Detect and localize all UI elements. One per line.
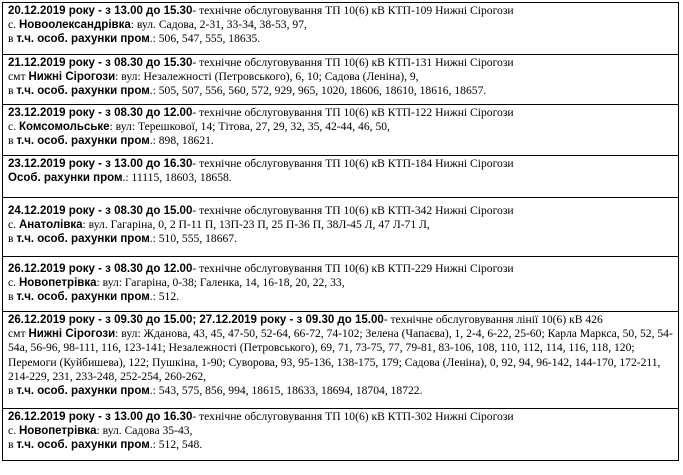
account-numbers: .: 11115, 18603, 18658. [122, 171, 232, 185]
place-name: Новоолександрівка [18, 19, 131, 32]
account-numbers: .: 505, 507, 556, 560, 572, 929, 965, 1020, 18606, 18610, 18616, 18657. [149, 84, 487, 98]
place-prefix: смт [8, 70, 29, 84]
notice-cell [3, 105, 679, 156]
accounts-prefix: в [8, 290, 17, 304]
accounts-prefix: в [8, 232, 17, 246]
street-list: : вул: Жданова, 43, 45, 47-50, 52-64, 66-72, 74-102; Зелена (Чапаєва), 1, 2-4, 6-22, 25-60; Карла Маркса, 50, 52, 54-54а, 56-96, 98-111, 116, 123-141; Незалежності (Петровського), 69, 71, 73-75, 77, 79-81, 83-106, 108, 110, 112, 114, 116, 118, 120; Перемоги (Куйбишева), 122; Пушкіна, 1-90; Суворова, 93, 95-136, 138-175, 179; Садова (Леніна), 0, 92, 94, 96-142, 144-170, 172-211, 214-229, 231, 233-248, 252-254, 260-262, [8, 327, 673, 383]
place-name: Нижні Сірогози [28, 328, 116, 341]
place-name: Комсомольське [18, 121, 110, 134]
notice-row [3, 312, 679, 409]
notice-row [3, 156, 679, 198]
notice-date-time: 23.12.2019 року - з 13.00 до 16.30 [8, 158, 193, 170]
place-name: Новопетрівка [18, 425, 97, 438]
accounts-label: т.ч. особ. рахунки пром [16, 385, 150, 398]
account-numbers: .: 898, 18621. [149, 134, 214, 148]
notice-date-time: 20.12.2019 року - з 13.00 до 15.30 [8, 5, 193, 17]
accounts-label: т.ч. особ. рахунки пром [16, 33, 150, 46]
place-name: Нижні Сірогози [28, 71, 116, 84]
place-prefix: с. [8, 18, 19, 32]
notice-description: - технічне обслуговування ТП 10(6) кВ КТП-342 Нижні Сірогози [192, 204, 514, 217]
account-numbers: .: 543, 575, 856, 994, 18615, 18633, 18694, 18704, 18722. [149, 384, 423, 398]
notice-date-time: 24.12.2019 року - з 08.30 до 15.00 [8, 205, 193, 217]
account-numbers: .: 512, 548. [149, 438, 203, 452]
notice-description: - технічне обслуговування ТП 10(6) кВ КТП-109 Нижні Сірогози [192, 4, 514, 17]
street-list: : вул: Незалежності (Петровського), 6, 10; Садова (Леніна), 9, [115, 70, 419, 84]
accounts-label: т.ч. особ. рахунки пром [16, 233, 150, 246]
street-list: : вул. Гагаріна, 0, 2 П-11 П, 13П-23 П, 25 П-36 П, 38Л-45 Л, 47 Л-71 Л, [82, 218, 430, 232]
notice-description: - технічне обслуговування ТП 10(6) кВ КТП-302 Нижні Сірогози [192, 410, 514, 423]
notice-date-time: 21.12.2019 року - з 08.30 до 15.30 [8, 57, 193, 69]
street-list: : вул. Садова 35-43, [96, 424, 193, 438]
notice-date-time: 26.12.2019 року - з 09.30 до 15.00; 27.12.2019 року - з 09.30 до 15.00 [8, 314, 384, 326]
notice-row [3, 409, 679, 461]
notice-description: - технічне обслуговування ТП 10(6) кВ КТП-131 Нижні Сірогози [192, 56, 514, 69]
street-list: : вул. Садова, 2-31, 33-34, 38-53, 97, [130, 18, 307, 32]
notice-description: - технічне обслуговування ТП 10(6) кВ КТП-122 Нижні Сірогози [192, 106, 514, 119]
outage-schedule-table [2, 2, 679, 461]
accounts-prefix: в [8, 134, 17, 148]
place-prefix: с. [8, 120, 19, 134]
notice-row [3, 198, 679, 257]
notice-description: - технічне обслуговування лінії 10(6) кВ 426 [383, 313, 603, 326]
notice-cell [3, 55, 679, 105]
notice-description: - технічне обслуговування ТП 10(6) кВ КТП-184 Нижні Сірогози [192, 157, 514, 170]
place-name: Анатолівка [18, 219, 83, 232]
accounts-prefix: в [8, 84, 17, 98]
notice-cell [3, 409, 679, 461]
accounts-label: Особ. рахунки пром [8, 172, 123, 185]
account-numbers: .: 510, 555, 18667. [149, 232, 237, 246]
place-prefix: с. [8, 218, 19, 232]
account-numbers: .: 506, 547, 555, 18635. [149, 32, 261, 46]
notice-date-time: 26.12.2019 року - з 08.30 до 12.00 [8, 263, 193, 275]
accounts-prefix: в [8, 384, 17, 398]
accounts-label: т.ч. особ. рахунки пром [16, 439, 150, 452]
notice-date-time: 26.12.2019 року - з 13.00 до 16.30 [8, 411, 193, 423]
notice-row [3, 105, 679, 156]
notice-cell [3, 156, 679, 198]
accounts-label: т.ч. особ. рахунки пром [16, 135, 150, 148]
accounts-prefix: в [8, 32, 17, 46]
accounts-prefix: в [8, 438, 17, 452]
notice-row [3, 257, 679, 312]
notice-cell [3, 3, 679, 55]
notice-cell [3, 257, 679, 312]
account-numbers: .: 512. [149, 290, 180, 304]
place-prefix: с. [8, 424, 19, 438]
notice-row [3, 3, 679, 55]
notice-row [3, 55, 679, 105]
place-prefix: с. [8, 276, 19, 290]
notice-date-time: 23.12.2019 року - з 08.30 до 12.00 [8, 107, 193, 119]
place-prefix: смт [8, 327, 29, 341]
notice-description: - технічне обслуговування ТП 10(6) кВ КТП-229 Нижні Сірогози [192, 262, 514, 275]
place-name: Новопетрівка [18, 277, 97, 290]
accounts-label: т.ч. особ. рахунки пром [16, 291, 150, 304]
street-list: : вул: Гагаріна, 0-38; Галенка, 14, 16-18, 20, 22, 33, [96, 276, 345, 290]
notice-cell [3, 198, 679, 257]
accounts-label: т.ч. особ. рахунки пром [16, 85, 150, 98]
street-list: : вул: Терешкової, 14; Тітова, 27, 29, 32, 35, 42-44, 46, 50, [109, 120, 390, 134]
notice-cell [3, 312, 679, 409]
